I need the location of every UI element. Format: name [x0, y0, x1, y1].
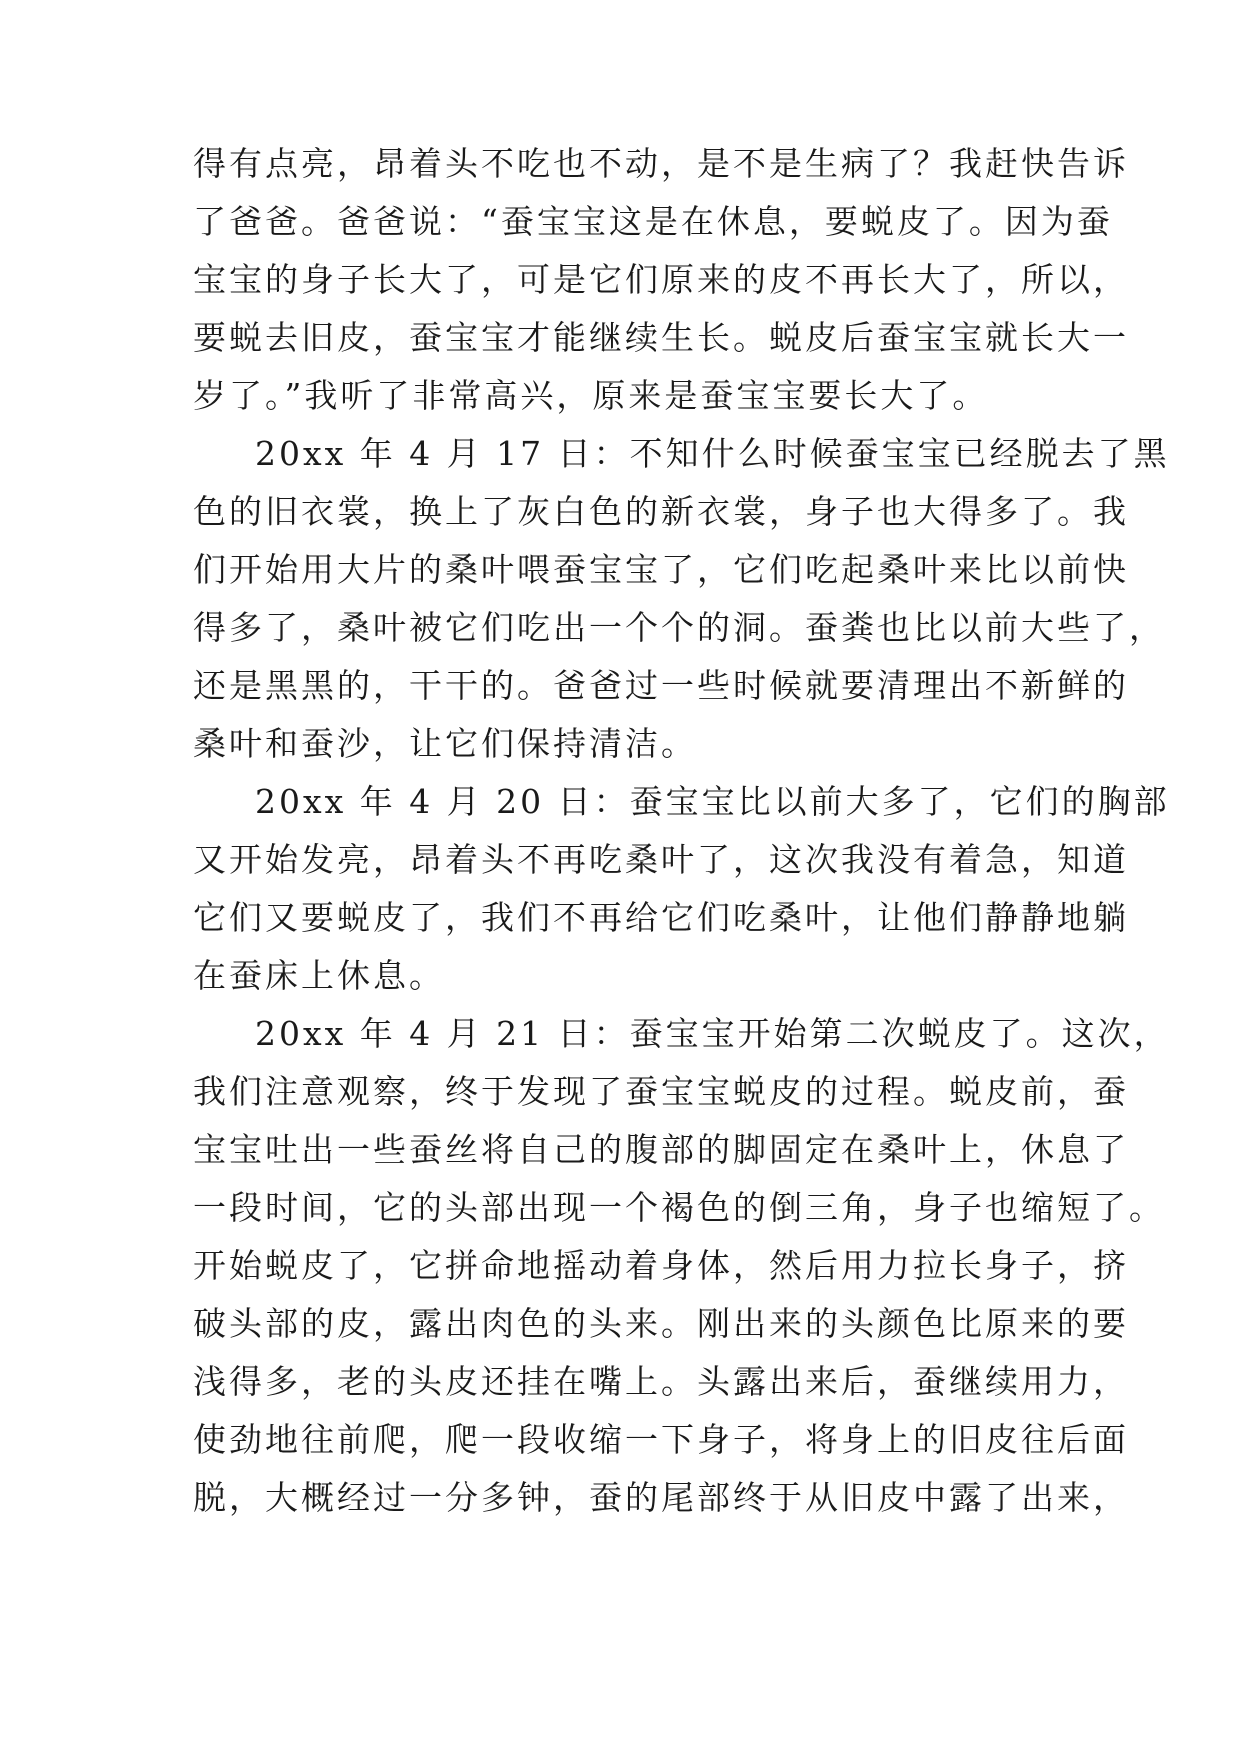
- text-line: 宝宝吐出一些蚕丝将自己的腹部的脚固定在桑叶上，休息了: [193, 1130, 1129, 1169]
- text-line: 它们又要蜕皮了，我们不再给它们吃桑叶，让他们静静地躺: [193, 898, 1129, 937]
- diary-text: [193, 135, 1170, 1527]
- text-line: 开始蜕皮了，它拼命地摇动着身体，然后用力拉长身子，挤: [193, 1246, 1129, 1285]
- text-line: 宝宝的身子长大了，可是它们原来的皮不再长大了，所以，: [193, 260, 1129, 299]
- text-line: 色的旧衣裳，换上了灰白色的新衣裳，身子也大得多了。我: [193, 492, 1129, 531]
- diary-entry-apr-21-start: 20xx 年 4 月 21 日：蚕宝宝开始第二次蜕皮了。这次，: [255, 1014, 1170, 1053]
- text-line: 还是黑黑的，干干的。爸爸过一些时候就要清理出不新鲜的: [193, 666, 1129, 705]
- text-line: 又开始发亮，昂着头不再吃桑叶了，这次我没有着急，知道: [193, 840, 1129, 879]
- text-line: 岁了。”我听了非常高兴，原来是蚕宝宝要长大了。: [193, 376, 989, 415]
- text-line: 破头部的皮，露出肉色的头来。刚出来的头颜色比原来的要: [193, 1304, 1129, 1343]
- text-line: 了爸爸。爸爸说：“蚕宝宝这是在休息，要蜕皮了。因为蚕: [193, 202, 1113, 241]
- text-line: 们开始用大片的桑叶喂蚕宝宝了，它们吃起桑叶来比以前快: [193, 550, 1129, 589]
- text-line: 桑叶和蚕沙，让它们保持清洁。: [193, 724, 697, 763]
- diary-entry-apr-20-start: 20xx 年 4 月 20 日：蚕宝宝比以前大多了，它们的胸部: [255, 782, 1170, 821]
- text-line: 要蜕去旧皮，蚕宝宝才能继续生长。蜕皮后蚕宝宝就长大一: [193, 318, 1129, 357]
- text-line: 浅得多，老的头皮还挂在嘴上。头露出来后，蚕继续用力，: [193, 1362, 1129, 1401]
- text-line: 一段时间，它的头部出现一个褐色的倒三角，身子也缩短了。: [193, 1188, 1165, 1227]
- text-line: 得多了，桑叶被它们吃出一个个的洞。蚕粪也比以前大些了，: [193, 608, 1165, 647]
- text-line: 我们注意观察，终于发现了蚕宝宝蜕皮的过程。蜕皮前，蚕: [193, 1072, 1129, 1111]
- text-line: 在蚕床上休息。: [193, 956, 445, 995]
- text-line: 使劲地往前爬，爬一段收缩一下身子，将身上的旧皮往后面: [193, 1420, 1129, 1459]
- text-line: 得有点亮，昂着头不吃也不动，是不是生病了？我赶快告诉: [193, 144, 1129, 183]
- diary-entry-apr-17-start: 20xx 年 4 月 17 日：不知什么时候蚕宝宝已经脱去了黑: [255, 434, 1170, 473]
- text-line: 脱，大概经过一分多钟，蚕的尾部终于从旧皮中露了出来，: [193, 1478, 1129, 1517]
